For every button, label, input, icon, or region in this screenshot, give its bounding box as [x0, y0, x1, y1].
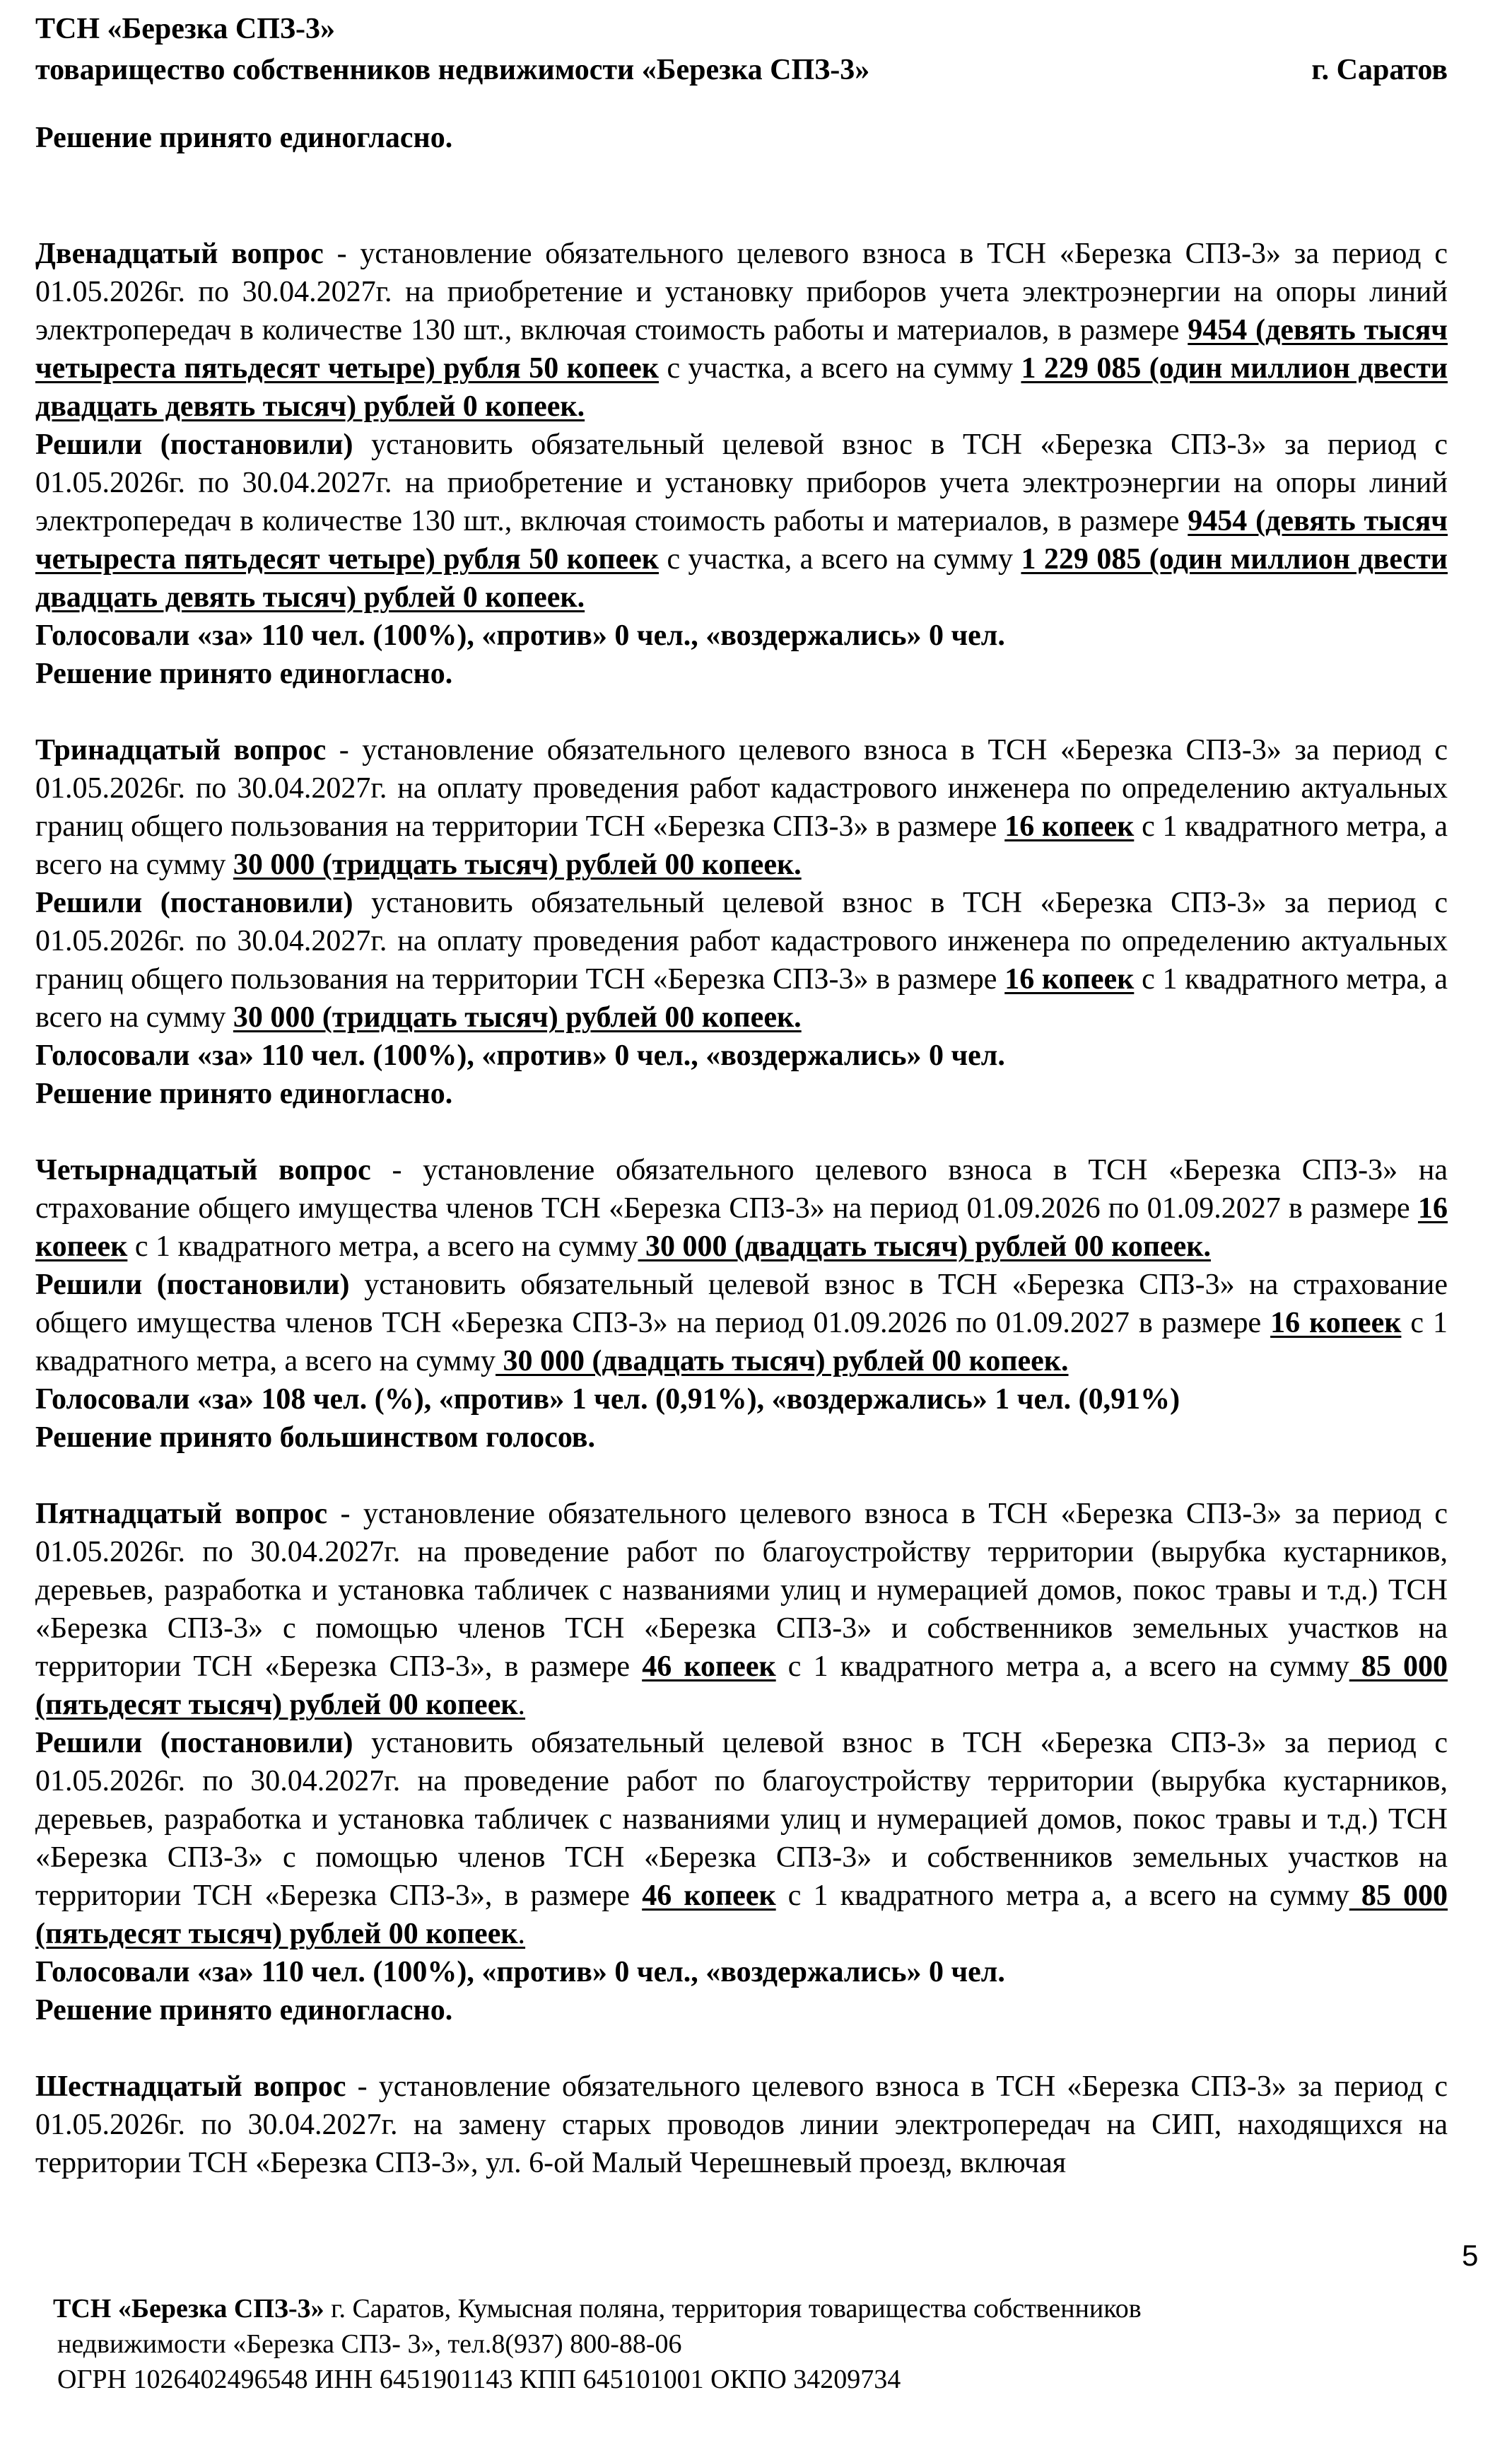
document-header	[35, 8, 1448, 91]
org-full-name-row	[35, 49, 1448, 91]
question-13-heading: Тринадцатый вопрос	[35, 734, 327, 767]
page-number: 5	[1462, 2239, 1479, 2272]
question-14-decision: Решение принято большинством голосов.	[35, 1421, 595, 1454]
question-12-resolution: Решили (постановили) установить обязательный целевой взнос в ТСН «Березка СПЗ-3» за период с 01.05.2026г. по 30.04.2027г. на приобретение и установку приборов учета электроэнергии на опоры линий электропередач в количестве 130 шт., включая стоимость работы и материалов, в размере 9454 (девять тысяч четыреста пятьдесят четыре) рубля 50 копеек с участка, а всего на сумму 1 229 085 (один миллион двести двадцать девять тысяч) рублей 0 копеек.	[35, 429, 1448, 614]
question-13-decision: Решение принято единогласно.	[35, 1078, 453, 1110]
document-footer	[53, 2291, 1396, 2397]
question-14-text: Четырнадцатый вопрос - установление обязательного целевого взноса в ТСН «Березка СПЗ-3» на страхование общего имущества членов ТСН «Березка СПЗ-3» на период 01.09.2026 по 01.09.2027 в размере 16 копеек с 1 квадратного метра, а всего на сумму 30 000 (двадцать тысяч) рублей 00 копеек.	[35, 1154, 1448, 1263]
question-15	[35, 1495, 1448, 2029]
question-14-votes: Голосовали «за» 108 чел. (%), «против» 1 чел. (0,91%), «воздержались» 1 чел. (0,91%)	[35, 1383, 1180, 1416]
question-14	[35, 1151, 1448, 1457]
question-13	[35, 731, 1448, 1113]
question-13-text: Тринадцатый вопрос - установление обязательного целевого взноса в ТСН «Березка СПЗ-3» за период с 01.05.2026г. по 30.04.2027г. на оплату проведения работ кадастрового инженера по определению актуальных границ общего пользования на территории ТСН «Березка СПЗ-3» в размере 16 копеек с 1 квадратного метра, а всего на сумму 30 000 (тридцать тысяч) рублей 00 копеек.	[35, 734, 1448, 881]
question-16	[35, 2068, 1448, 2182]
footer-address: г. Саратов, Кумысная поляна, территория товарищества собственников	[324, 2294, 1142, 2324]
question-13-votes: Голосовали «за» 110 чел. (100%), «против» 0 чел., «воздержались» 0 чел.	[35, 1039, 1005, 1072]
question-15-votes: Голосовали «за» 110 чел. (100%), «против» 0 чел., «воздержались» 0 чел.	[35, 1956, 1005, 1988]
question-12-votes: Голосовали «за» 110 чел. (100%), «против» 0 чел., «воздержались» 0 чел.	[35, 619, 1005, 652]
question-14-resolution: Решили (постановили) установить обязательный целевой взнос в ТСН «Березка СПЗ-3» на страхование общего имущества членов ТСН «Березка СПЗ-3» на период 01.09.2026 по 01.09.2027 в размере 16 копеек с 1 квадратного метра, а всего на сумму 30 000 (двадцать тысяч) рублей 00 копеек.	[35, 1269, 1448, 1377]
question-15-heading: Пятнадцатый вопрос	[35, 1498, 328, 1530]
question-15-total: 85 000 (пятьдесят тысяч) рублей 00 копеек	[35, 1650, 1448, 1721]
question-12-total: 1 229 085 (один миллион двести двадцать девять тысяч) рублей 0 копеек.	[35, 352, 1448, 423]
question-16-heading: Шестнадцатый вопрос	[35, 2070, 346, 2103]
document-body	[35, 119, 1448, 2182]
org-full-name: товарищество собственников недвижимости «Березка СПЗ-3»	[35, 54, 870, 86]
footer-line-1	[53, 2291, 1396, 2326]
question-15-amount: 46 копеек	[642, 1650, 776, 1683]
question-14-total: 30 000 (двадцать тысяч) рублей 00 копеек.	[638, 1230, 1211, 1263]
question-13-resolution: Решили (постановили) установить обязательный целевой взнос в ТСН «Березка СПЗ-3» за период с 01.05.2026г. по 30.04.2027г. на оплату проведения работ кадастрового инженера по определению актуальных границ общего пользования на территории ТСН «Березка СПЗ-3» в размере 16 копеек с 1 квадратного метра, а всего на сумму 30 000 (тридцать тысяч) рублей 00 копеек.	[35, 887, 1448, 1034]
question-14-heading: Четырнадцатый вопрос	[35, 1154, 371, 1187]
question-12	[35, 235, 1448, 693]
intro-decision: Решение принято единогласно.	[35, 122, 453, 154]
org-short-name: ТСН «Березка СПЗ-3»	[35, 13, 336, 45]
question-13-total: 30 000 (тридцать тысяч) рублей 00 копеек.	[233, 849, 802, 881]
footer-line-3: ОГРН 1026402496548 ИНН 6451901143 КПП 645101001 ОКПО 34209734	[57, 2365, 901, 2394]
footer-line-2: недвижимости «Березка СПЗ- 3», тел.8(937) 800-88-06	[57, 2329, 682, 2359]
question-15-resolution: Решили (постановили) установить обязательный целевой взнос в ТСН «Березка СПЗ-3» за период с 01.05.2026г. по 30.04.2027г. на проведение работ по благоустройству территории (вырубка кустарников, деревьев, разработка и установка табличек с названиями улиц и нумерацией домов, покос травы и т.д.) ТСН «Березка СПЗ-3» с помощью членов ТСН «Березка СПЗ-3» и собственников земельных участков на территории ТСН «Березка СПЗ-3», в размере 46 копеек с 1 квадратного метра а, а всего на сумму 85 000 (пятьдесят тысяч) рублей 00 копеек.	[35, 1727, 1448, 1950]
city: г. Саратов	[1311, 54, 1448, 86]
question-13-amount: 16 копеек	[1004, 810, 1135, 843]
question-15-decision: Решение принято единогласно.	[35, 1994, 453, 2027]
question-15-text: Пятнадцатый вопрос - установление обязательного целевого взноса в ТСН «Березка СПЗ-3» за период с 01.05.2026г. по 30.04.2027г. на проведение работ по благоустройству территории (вырубка кустарников, деревьев, разработка и установка табличек с названиями улиц и нумерацией домов, покос травы и т.д.) ТСН «Березка СПЗ-3» с помощью членов ТСН «Березка СПЗ-3» и собственников земельных участков на территории ТСН «Березка СПЗ-3», в размере 46 копеек с 1 квадратного метра а, а всего на сумму 85 000 (пятьдесят тысяч) рублей 00 копеек.	[35, 1498, 1448, 1721]
question-12-amount: 9454 (девять тысяч четыреста пятьдесят четыре) рубля 50 копеек	[35, 314, 1448, 385]
question-12-heading: Двенадцатый вопрос	[35, 238, 324, 270]
question-14-amount: 16 копеек	[35, 1192, 1448, 1263]
question-12-text: Двенадцатый вопрос - установление обязательного целевого взноса в ТСН «Березка СПЗ-3» за период с 01.05.2026г. по 30.04.2027г. на приобретение и установку приборов учета электроэнергии на опоры линий электропередач в количестве 130 шт., включая стоимость работы и материалов, в размере 9454 (девять тысяч четыреста пятьдесят четыре) рубля 50 копеек с участка, а всего на сумму 1 229 085 (один миллион двести двадцать девять тысяч) рублей 0 копеек.	[35, 238, 1448, 423]
question-16-text: Шестнадцатый вопрос - установление обязательного целевого взноса в ТСН «Березка СПЗ-3» за период с 01.05.2026г. по 30.04.2027г. на замену старых проводов линии электропередач на СИП, находящихся на территории ТСН «Березка СПЗ-3», ул. 6-ой Малый Черешневый проезд, включая	[35, 2070, 1448, 2179]
footer-org: ТСН «Березка СПЗ-3»	[53, 2294, 324, 2324]
question-12-decision: Решение принято единогласно.	[35, 658, 453, 690]
